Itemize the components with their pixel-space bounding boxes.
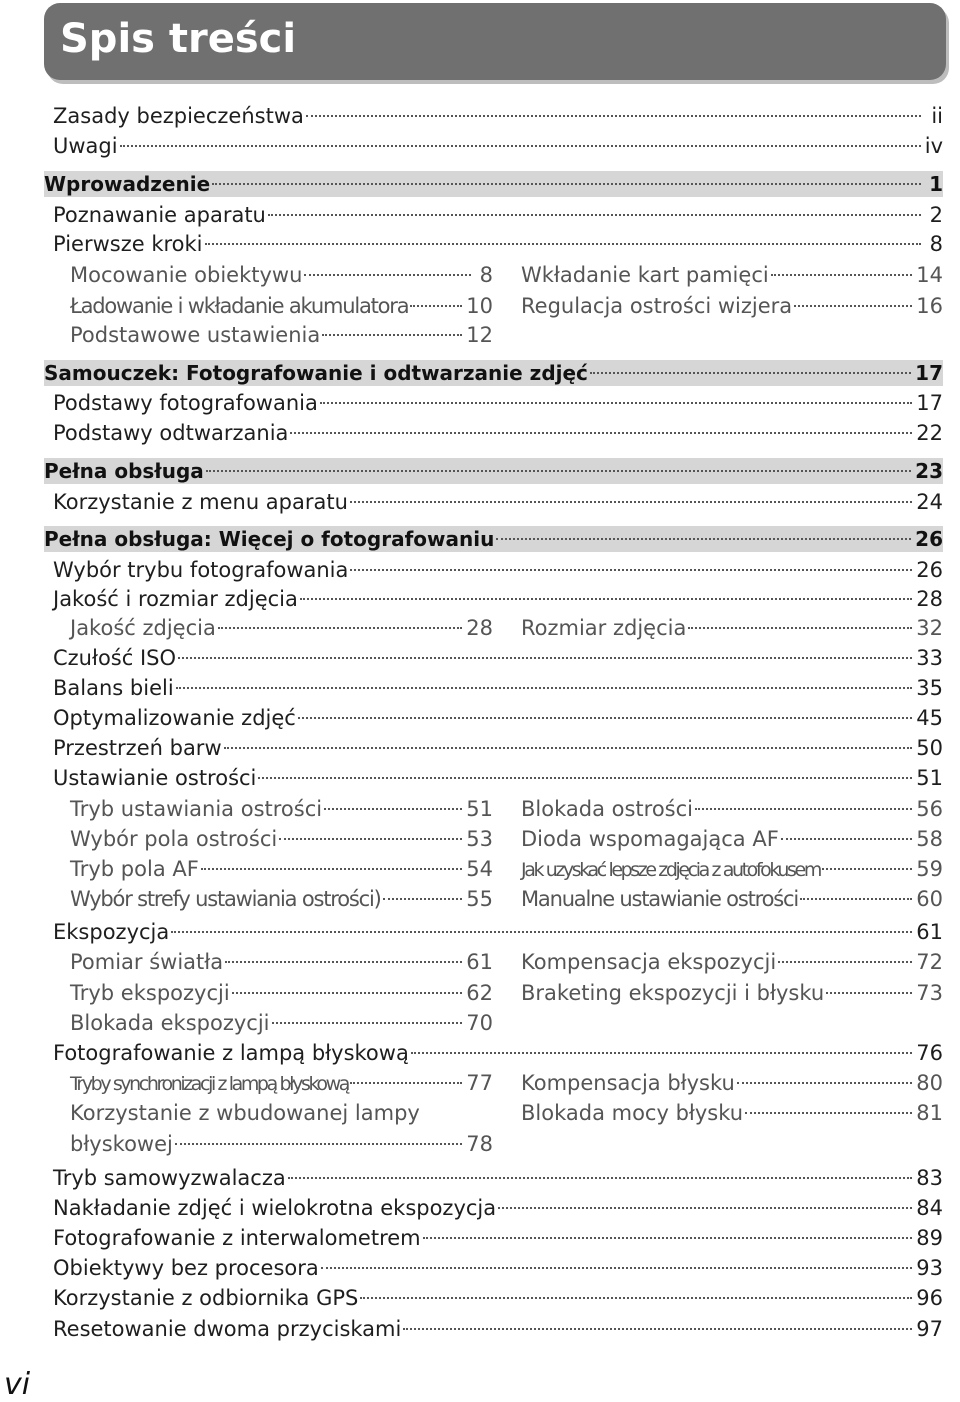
dot-leader	[794, 305, 912, 307]
toc-subentry-page: 70	[466, 1011, 493, 1035]
toc-entry[interactable]	[53, 131, 943, 161]
toc-subentry[interactable]	[70, 824, 493, 854]
toc-section-title: Pełna obsługa	[44, 459, 204, 483]
dot-leader	[279, 838, 462, 840]
toc-entry-page: 89	[916, 1226, 943, 1250]
toc-entry-label: Korzystanie z menu aparatu	[53, 490, 348, 514]
toc-subentry-page: 56	[916, 797, 943, 821]
dot-leader	[300, 598, 912, 600]
toc-entry-page: ii	[931, 104, 943, 128]
toc-entry[interactable]	[53, 1038, 943, 1068]
toc-subentry-label: Wkładanie kart pamięci	[521, 263, 769, 287]
toc-subentry-label: Wybór strefy ustawiania ostrości)	[70, 887, 381, 911]
toc-subentry-page: 16	[916, 294, 943, 318]
dot-leader	[306, 115, 921, 117]
dot-leader	[688, 627, 912, 629]
toc-subentry-page: 77	[466, 1071, 493, 1095]
toc-entry[interactable]	[53, 229, 943, 259]
dot-leader	[771, 274, 913, 276]
toc-entry-label: Ustawianie ostrości	[53, 766, 257, 790]
toc-subentry[interactable]	[521, 884, 943, 914]
toc-subentry[interactable]	[70, 884, 493, 914]
toc-section-heading[interactable]	[44, 171, 943, 197]
toc-subentry-label: Wybór pola ostrości	[70, 827, 278, 851]
toc-entry[interactable]	[53, 101, 943, 131]
dot-leader	[695, 808, 912, 810]
toc-entry-label: Uwagi	[53, 134, 118, 158]
toc-entry-label: Balans bieli	[53, 676, 174, 700]
toc-entry-label: Pierwsze kroki	[53, 232, 203, 256]
dot-leader	[258, 777, 912, 779]
dot-leader	[224, 747, 913, 749]
toc-subentry-page: 32	[916, 616, 943, 640]
toc-entry[interactable]	[53, 917, 943, 947]
dot-leader	[410, 305, 462, 307]
toc-section-title: Pełna obsługa: Więcej o fotografowaniu	[44, 527, 495, 551]
toc-subentry[interactable]	[70, 794, 493, 824]
dot-leader	[272, 1022, 463, 1024]
dot-leader	[411, 1052, 912, 1054]
toc-subentry-label: Pomiar światła	[70, 950, 224, 974]
dot-leader	[350, 569, 912, 571]
toc-entry[interactable]	[53, 1283, 943, 1313]
toc-subentry[interactable]	[521, 1068, 943, 1098]
toc-entry[interactable]	[53, 388, 943, 418]
toc-subentry[interactable]	[521, 613, 943, 643]
toc-subentry-page: 10	[466, 294, 493, 318]
toc-subentry-label: Kompensacja ekspozycji	[521, 950, 777, 974]
dot-leader	[496, 538, 911, 540]
toc-entry-label: Obiektywy bez procesora	[53, 1256, 319, 1280]
toc-subentry-page: 61	[466, 950, 493, 974]
toc-entry-label: Poznawanie aparatu	[53, 203, 266, 227]
toc-entry-page: 24	[916, 490, 943, 514]
dot-leader	[290, 432, 912, 434]
toc-entry[interactable]	[53, 584, 943, 614]
toc-subentry-label: Korzystanie z wbudowanej lampy	[70, 1101, 420, 1125]
toc-entry-page: 93	[916, 1256, 943, 1280]
toc-subentry-page: 28	[466, 616, 493, 640]
dot-leader	[822, 868, 912, 870]
toc-entry[interactable]	[53, 200, 943, 230]
toc-entry-page: 61	[916, 920, 943, 944]
toc-subentry-label: Jak uzyskać lepsze zdjęcia z autofokusem	[521, 859, 820, 881]
toc-subentry[interactable]	[70, 854, 493, 884]
toc-subentry-label: Braketing ekspozycji i błysku	[521, 981, 825, 1005]
toc-entry-page: iv	[924, 134, 943, 158]
toc-entry-label: Korzystanie z odbiornika GPS	[53, 1286, 359, 1310]
dot-leader	[175, 1143, 462, 1145]
toc-subentry-page: 14	[916, 263, 943, 287]
dot-leader	[178, 657, 912, 659]
dot-leader	[201, 868, 462, 870]
dot-leader	[778, 961, 912, 963]
toc-entry-page: 2	[929, 203, 943, 227]
toc-entry[interactable]	[53, 763, 943, 793]
toc-entry[interactable]	[53, 555, 943, 585]
toc-entry[interactable]	[53, 1314, 943, 1344]
toc-subentry-page: 60	[916, 887, 943, 911]
toc-entry[interactable]	[53, 643, 943, 673]
toc-subentry-label: Regulacja ostrości wizjera	[521, 294, 793, 318]
toc-entry-label: Optymalizowanie zdjęć	[53, 706, 296, 730]
dot-leader	[745, 1112, 912, 1114]
toc-section-heading[interactable]	[44, 526, 943, 552]
toc-entry[interactable]	[53, 673, 943, 703]
toc-subentry-page: 8	[479, 263, 493, 287]
toc-subentry-page: 54	[466, 857, 493, 881]
dot-leader	[383, 898, 463, 900]
toc-entry-page: 50	[916, 736, 943, 760]
toc-subentry-page: 62	[466, 981, 493, 1005]
toc-entry-label: Nakładanie zdjęć i wielokrotna ekspozycja	[53, 1196, 497, 1220]
dot-leader	[403, 1328, 912, 1330]
dot-leader	[423, 1237, 913, 1239]
toc-entry[interactable]	[53, 418, 943, 448]
toc-subentry-page: 51	[466, 797, 493, 821]
toc-subentry-label: Tryby synchronizacji z lampą błyskową	[70, 1073, 349, 1095]
toc-section-page: 23	[915, 459, 943, 483]
toc-subentry[interactable]	[70, 1008, 493, 1038]
toc-entry-page: 96	[916, 1286, 943, 1310]
toc-entry-label: Resetowanie dwoma przyciskami	[53, 1317, 402, 1341]
dot-leader	[268, 214, 921, 216]
toc-entry-label: Przestrzeń barw	[53, 736, 222, 760]
toc-section-title: Wprowadzenie	[44, 172, 211, 196]
toc-subentry-label: Blokada ostrości	[521, 797, 693, 821]
toc-subentry-label: Blokada mocy błysku	[521, 1101, 744, 1125]
toc-section-page: 17	[915, 361, 943, 385]
toc-entry-label: Wybór trybu fotografowania	[53, 558, 349, 582]
toc-subentry[interactable]	[521, 947, 943, 977]
dot-leader	[171, 931, 912, 933]
toc-entry[interactable]	[53, 733, 943, 763]
dot-leader	[288, 1177, 913, 1179]
toc-subentry-page: 55	[466, 887, 493, 911]
toc-entry-page: 97	[916, 1317, 943, 1341]
toc-entry-page: 35	[916, 676, 943, 700]
toc-subentry[interactable]	[70, 291, 493, 321]
toc-entry-page: 17	[916, 391, 943, 415]
toc-entry[interactable]	[53, 1253, 943, 1283]
toc-entry[interactable]	[53, 487, 943, 517]
toc-subentry-label: Tryb pola AF	[70, 857, 199, 881]
dot-leader	[498, 1207, 912, 1209]
toc-entry-label: Tryb samowyzwalacza	[53, 1166, 286, 1190]
dot-leader	[120, 145, 921, 147]
toc-subentry[interactable]	[521, 824, 943, 854]
toc-subentry-label: Rozmiar zdjęcia	[521, 616, 687, 640]
dot-leader	[321, 1267, 912, 1269]
dot-leader	[350, 1082, 462, 1084]
dot-leader	[218, 627, 462, 629]
page-number: vi	[4, 1367, 31, 1402]
toc-subentry-label: Blokada ekspozycji	[70, 1011, 270, 1035]
toc-entry-page: 28	[916, 587, 943, 611]
dot-leader	[232, 992, 463, 994]
toc-subentry[interactable]	[521, 291, 943, 321]
toc-entry-label: Jakość i rozmiar zdjęcia	[53, 587, 298, 611]
toc-subentry-label: Dioda wspomagająca AF	[521, 827, 779, 851]
toc-subentry[interactable]	[70, 1129, 493, 1159]
dot-leader	[324, 808, 462, 810]
dot-leader	[206, 470, 911, 472]
toc-entry[interactable]	[53, 1223, 943, 1253]
toc-section-page: 26	[915, 527, 943, 551]
toc-entry-page: 26	[916, 558, 943, 582]
toc-subentry-label: Mocowanie obiektywu	[70, 263, 303, 287]
toc-entry[interactable]	[53, 1193, 943, 1223]
toc-entry-label: Podstawy fotografowania	[53, 391, 318, 415]
dot-leader	[298, 717, 912, 719]
dot-leader	[737, 1082, 912, 1084]
toc-entry[interactable]	[53, 703, 943, 733]
dot-leader	[304, 274, 471, 276]
dot-leader	[800, 898, 912, 900]
toc-subentry-page: 78	[466, 1132, 493, 1156]
toc-entry-page: 51	[916, 766, 943, 790]
toc-entry-page: 22	[916, 421, 943, 445]
toc-subentry-page: 59	[916, 857, 943, 881]
toc-subentry[interactable]	[70, 947, 493, 977]
toc-subentry-label: błyskowej	[70, 1132, 173, 1156]
toc-entry-label: Podstawy odtwarzania	[53, 421, 289, 445]
toc-subentry-label: Tryb ustawiania ostrości	[70, 797, 323, 821]
toc-subentry-page: 73	[916, 981, 943, 1005]
toc-entry-page: 45	[916, 706, 943, 730]
toc-subentry-label: Jakość zdjęcia	[70, 616, 216, 640]
dot-leader	[225, 961, 462, 963]
toc-section-heading[interactable]	[44, 458, 943, 484]
dot-leader	[212, 183, 921, 185]
toc-subentry[interactable]	[70, 1068, 493, 1098]
toc-section-heading[interactable]	[44, 360, 943, 386]
toc-subentry[interactable]	[521, 1098, 943, 1128]
dot-leader	[205, 243, 921, 245]
toc-subentry[interactable]	[521, 854, 943, 884]
toc-entry-label: Zasady bezpieczeństwa	[53, 104, 304, 128]
toc-subentry[interactable]	[70, 978, 493, 1008]
toc-entry-label: Fotografowanie z interwalometrem	[53, 1226, 421, 1250]
toc-subentry-page: 81	[916, 1101, 943, 1125]
toc-section-page: 1	[929, 172, 943, 196]
toc-subentry-page: 58	[916, 827, 943, 851]
toc-subentry-page: 80	[916, 1071, 943, 1095]
toc-subentry-label: Ładowanie i wkładanie akumulatora	[70, 294, 409, 318]
dot-leader	[590, 372, 911, 374]
toc-subentry-label: Podstawowe ustawienia	[70, 323, 321, 347]
dot-leader	[781, 838, 912, 840]
dot-leader	[320, 402, 912, 404]
toc-subentry[interactable]	[70, 1098, 493, 1128]
toc-entry-label: Fotografowanie z lampą błyskową	[53, 1041, 409, 1065]
dot-leader	[176, 687, 913, 689]
dot-leader	[322, 334, 462, 336]
toc-subentry[interactable]	[521, 260, 943, 290]
page-title: Spis treści	[60, 16, 297, 62]
toc-subentry-page: 12	[466, 323, 493, 347]
dot-leader	[350, 501, 912, 503]
toc-section-title: Samouczek: Fotografowanie i odtwarzanie zdjęć	[44, 361, 588, 385]
toc-subentry[interactable]	[70, 613, 493, 643]
toc-entry-label: Ekspozycja	[53, 920, 170, 944]
toc-entry-page: 83	[916, 1166, 943, 1190]
toc-entry[interactable]	[53, 1163, 943, 1193]
toc-entry-page: 33	[916, 646, 943, 670]
toc-subentry-page: 53	[466, 827, 493, 851]
toc-subentry-label: Tryb ekspozycji	[70, 981, 230, 1005]
toc-entry-label: Czułość ISO	[53, 646, 177, 670]
toc-subentry-label: Manualne ustawianie ostrości	[521, 887, 798, 911]
toc-subentry[interactable]	[521, 794, 943, 824]
toc-entry-page: 8	[929, 232, 943, 256]
toc-subentry[interactable]	[70, 320, 493, 350]
toc-entry-page: 84	[916, 1196, 943, 1220]
toc-subentry[interactable]	[521, 978, 943, 1008]
dot-leader	[826, 992, 912, 994]
toc-subentry[interactable]	[70, 260, 493, 290]
toc-subentry-page: 72	[916, 950, 943, 974]
toc-subentry-label: Kompensacja błysku	[521, 1071, 735, 1095]
dot-leader	[360, 1297, 912, 1299]
toc-entry-page: 76	[916, 1041, 943, 1065]
